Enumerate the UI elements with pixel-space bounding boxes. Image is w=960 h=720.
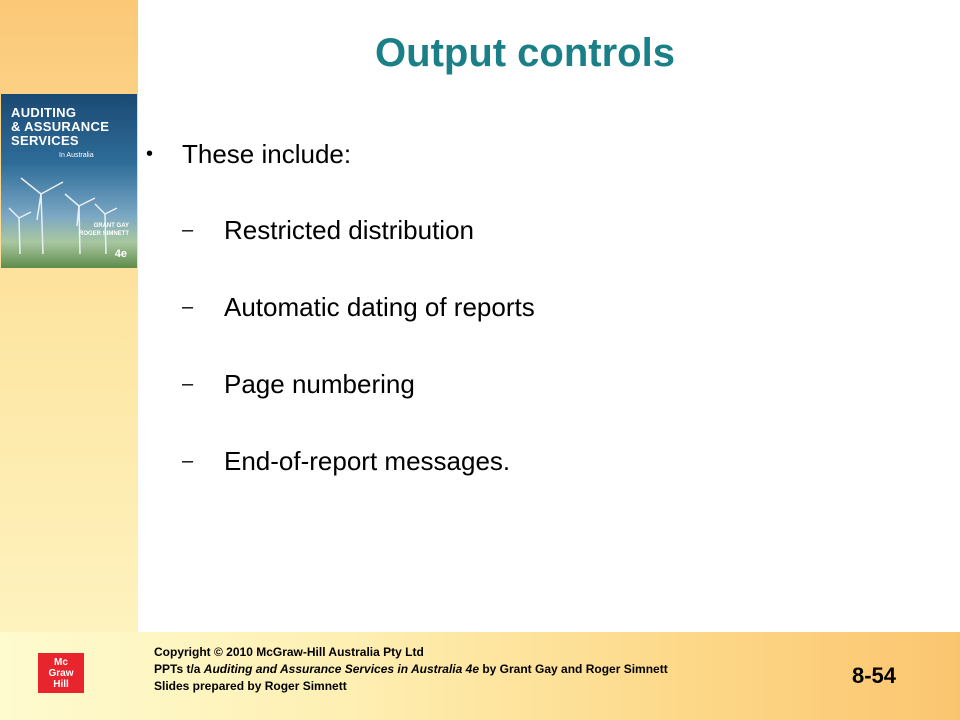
logo-line-3: Hill bbox=[53, 678, 69, 690]
mcgraw-hill-logo bbox=[38, 653, 84, 693]
cover-title-line-2: & ASSURANCE bbox=[11, 119, 110, 134]
slide-title: Output controls bbox=[375, 31, 675, 75]
bullet-text: These include: bbox=[182, 139, 352, 169]
bullet-dot-icon: • bbox=[146, 143, 154, 165]
dash-icon: – bbox=[182, 373, 194, 395]
logo-line-2: Graw bbox=[48, 667, 74, 679]
sub-item-text: Restricted distribution bbox=[224, 215, 474, 245]
cover-author-1: GRANT GAY bbox=[93, 223, 130, 229]
sub-item-text: End-of-report messages. bbox=[224, 446, 511, 476]
slide-number: 8-54 bbox=[852, 663, 897, 688]
dash-icon: – bbox=[182, 450, 194, 472]
cover-title-line-3: SERVICES bbox=[11, 133, 79, 148]
cover-authors bbox=[79, 222, 129, 238]
ppts-line bbox=[154, 661, 668, 678]
cover-title-line-1: AUDITING bbox=[11, 105, 77, 120]
cover-subtitle: In Australia bbox=[59, 152, 94, 159]
cover-author-2: ROGER SIMNETT bbox=[79, 231, 130, 237]
sub-item-text: Automatic dating of reports bbox=[224, 292, 535, 322]
ppts-book-title: Auditing and Assurance Services in Australia 4e bbox=[203, 662, 479, 676]
ppts-prefix: PPTs t/a bbox=[154, 662, 204, 676]
dash-icon: – bbox=[182, 219, 194, 241]
copyright-block bbox=[154, 644, 668, 695]
dash-icon: – bbox=[182, 296, 194, 318]
prepared-by-line: Slides prepared by Roger Simnett bbox=[154, 679, 347, 693]
copyright-line: Copyright © 2010 McGraw-Hill Australia Pty Ltd bbox=[154, 645, 424, 659]
logo-line-1: Mc bbox=[54, 656, 68, 668]
book-cover-image bbox=[1, 94, 137, 268]
sub-item-text: Page numbering bbox=[224, 369, 415, 399]
ppts-suffix: by Grant Gay and Roger Simnett bbox=[479, 662, 668, 676]
cover-edition: 4e bbox=[114, 248, 127, 260]
